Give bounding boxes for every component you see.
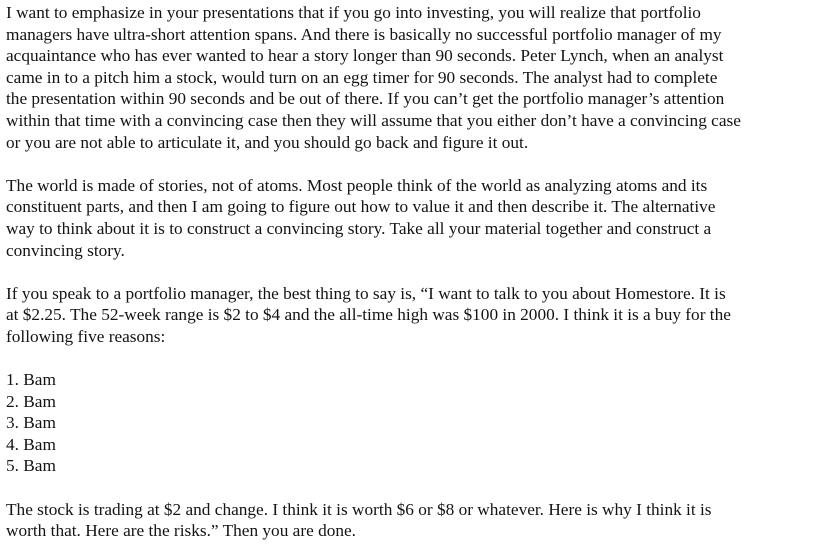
list-item: 2. Bam [6, 391, 56, 411]
text-line: acquaintance who has ever wanted to hear a story longer than 90 seconds. Peter Lynch, when an analyst [6, 46, 724, 66]
text-line: managers have ultra-short attention spans. And there is basically no successful portfolio manager of my [6, 24, 722, 44]
text-line: the presentation within 90 seconds and be out of there. If you can’t get the portfolio manager’s attention [6, 89, 725, 109]
paragraph-attention-spans [6, 2, 822, 153]
paragraph-pitch [6, 283, 822, 348]
text-line: way to think about it is to construct a convincing story. Take all your material together and construct a [6, 218, 712, 238]
text-line: or you are not able to articulate it, and you should go back and figure it out. [6, 132, 529, 152]
text-line: I want to emphasize in your presentations that if you go into investing, you will realize that portfolio [6, 3, 701, 22]
text-line: constituent parts, and then I am going to figure out how to value it and then describe it. The alternative [6, 197, 716, 217]
paragraph-spacer [6, 153, 822, 175]
text-line: at $2.25. The 52-week range is $2 to $4 and the all-time high was $100 in 2000. I think it is a buy for the [6, 305, 731, 325]
paragraph-stories [6, 175, 822, 261]
text-line: The stock is trading at $2 and change. I think it is worth $6 or $8 or whatever. Here is why I think it is [6, 499, 712, 519]
reasons-list [6, 369, 822, 477]
list-item: 5. Bam [6, 456, 56, 476]
paragraph-spacer [6, 477, 822, 499]
text-line: The world is made of stories, not of atoms. Most people think of the world as analyzing atoms and its [6, 175, 708, 195]
list-item: 4. Bam [6, 434, 56, 454]
text-line: worth that. Here are the risks.” Then you are done. [6, 521, 356, 541]
text-line: within that time with a convincing case then they will assume that you either don’t have a convincing case [6, 110, 741, 130]
text-line: following five reasons: [6, 326, 166, 346]
list-item: 3. Bam [6, 413, 56, 433]
text-line: convincing story. [6, 240, 125, 260]
paragraph-spacer [6, 348, 822, 370]
paragraph-spacer [6, 261, 822, 283]
text-line: came in to a pitch him a stock, would turn on an egg timer for 90 seconds. The analyst had to complete [6, 67, 718, 87]
list-item: 1. Bam [6, 370, 56, 390]
paragraph-closing [6, 499, 822, 542]
text-line: If you speak to a portfolio manager, the best thing to say is, “I want to talk to you about Homestore. It is [6, 283, 726, 303]
